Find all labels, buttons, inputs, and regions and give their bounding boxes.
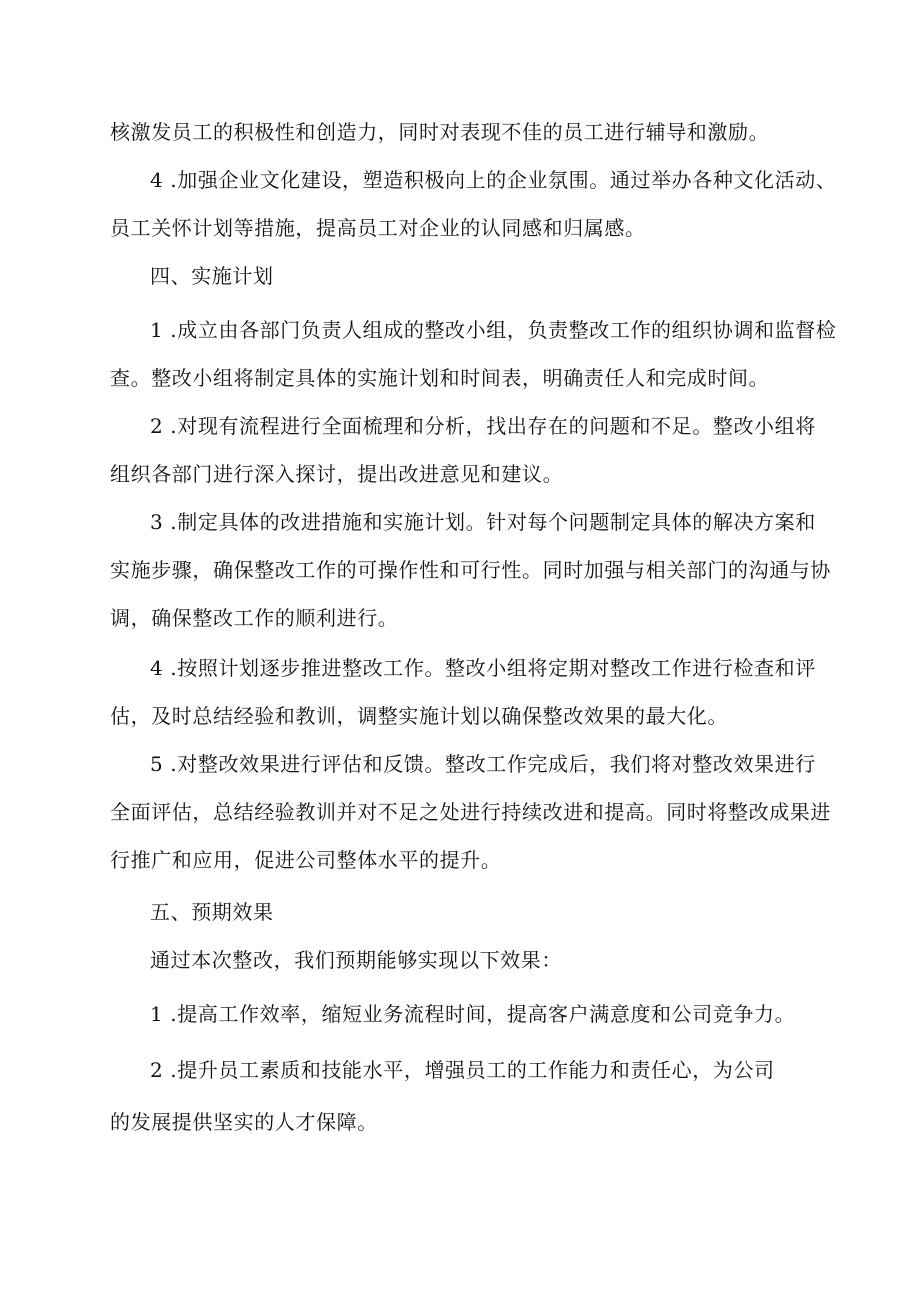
expected-item-2-line-1: 2 .提升员工素质和技能水平，增强员工的工作能力和责任心，为公司 (150, 1058, 775, 1082)
plan-item-5-line-2: 全面评估，总结经验教训并对不足之处进行持续改进和提高。同时将整改成果进 (110, 800, 831, 824)
plan-item-3-line-1: 3 .制定具体的改进措施和实施计划。针对每个问题制定具体的解决方案和 (150, 510, 816, 534)
plan-item-3-line-3: 调，确保整改工作的顺利进行。 (110, 606, 399, 630)
plan-item-1-line-1: 1 .成立由各部门负责人组成的整改小组，负责整改工作的组织协调和监督检 (150, 318, 837, 342)
plan-item-2-line-2: 组织各部门进行深入探讨，提出改进意见和建议。 (110, 462, 564, 486)
plan-item-4-line-1: 4 .按照计划逐步推进整改工作。整改小组将定期对整改工作进行检查和评 (150, 656, 816, 680)
expected-item-2-line-2: 的发展提供坚实的人才保障。 (110, 1110, 378, 1134)
section-heading-expected-results: 五、预期效果 (150, 900, 274, 924)
list-item-4-line-1: 4 .加强企业文化建设，塑造积极向上的企业氛围。通过举办各种文化活动、 (150, 168, 837, 192)
plan-item-3-line-2: 实施步骤，确保整改工作的可操作性和可行性。同时加强与相关部门的沟通与协 (110, 558, 831, 582)
plan-item-4-line-2: 估，及时总结经验和教训，调整实施计划以确保整改效果的最大化。 (110, 704, 728, 728)
plan-item-1-line-2: 查。整改小组将制定具体的实施计划和时间表，明确责任人和完成时间。 (110, 366, 770, 390)
plan-item-5-line-1: 5 .对整改效果进行评估和反馈。整改工作完成后，我们将对整改效果进行 (150, 752, 816, 776)
expected-item-1: 1 .提高工作效率，缩短业务流程时间，提高客户满意度和公司竞争力。 (150, 1002, 796, 1026)
expected-intro: 通过本次整改，我们预期能够实现以下效果： (150, 948, 562, 972)
plan-item-5-line-3: 行推广和应用，促进公司整体水平的提升。 (110, 848, 502, 872)
section-heading-implementation-plan: 四、实施计划 (150, 264, 274, 288)
paragraph-line: 核激发员工的积极性和创造力，同时对表现不佳的员工进行辅导和激励。 (110, 120, 770, 144)
list-item-4-line-2: 员工关怀计划等措施，提高员工对企业的认同感和归属感。 (110, 216, 646, 240)
plan-item-2-line-1: 2 .对现有流程进行全面梳理和分析，找出存在的问题和不足。整改小组将 (150, 414, 816, 438)
